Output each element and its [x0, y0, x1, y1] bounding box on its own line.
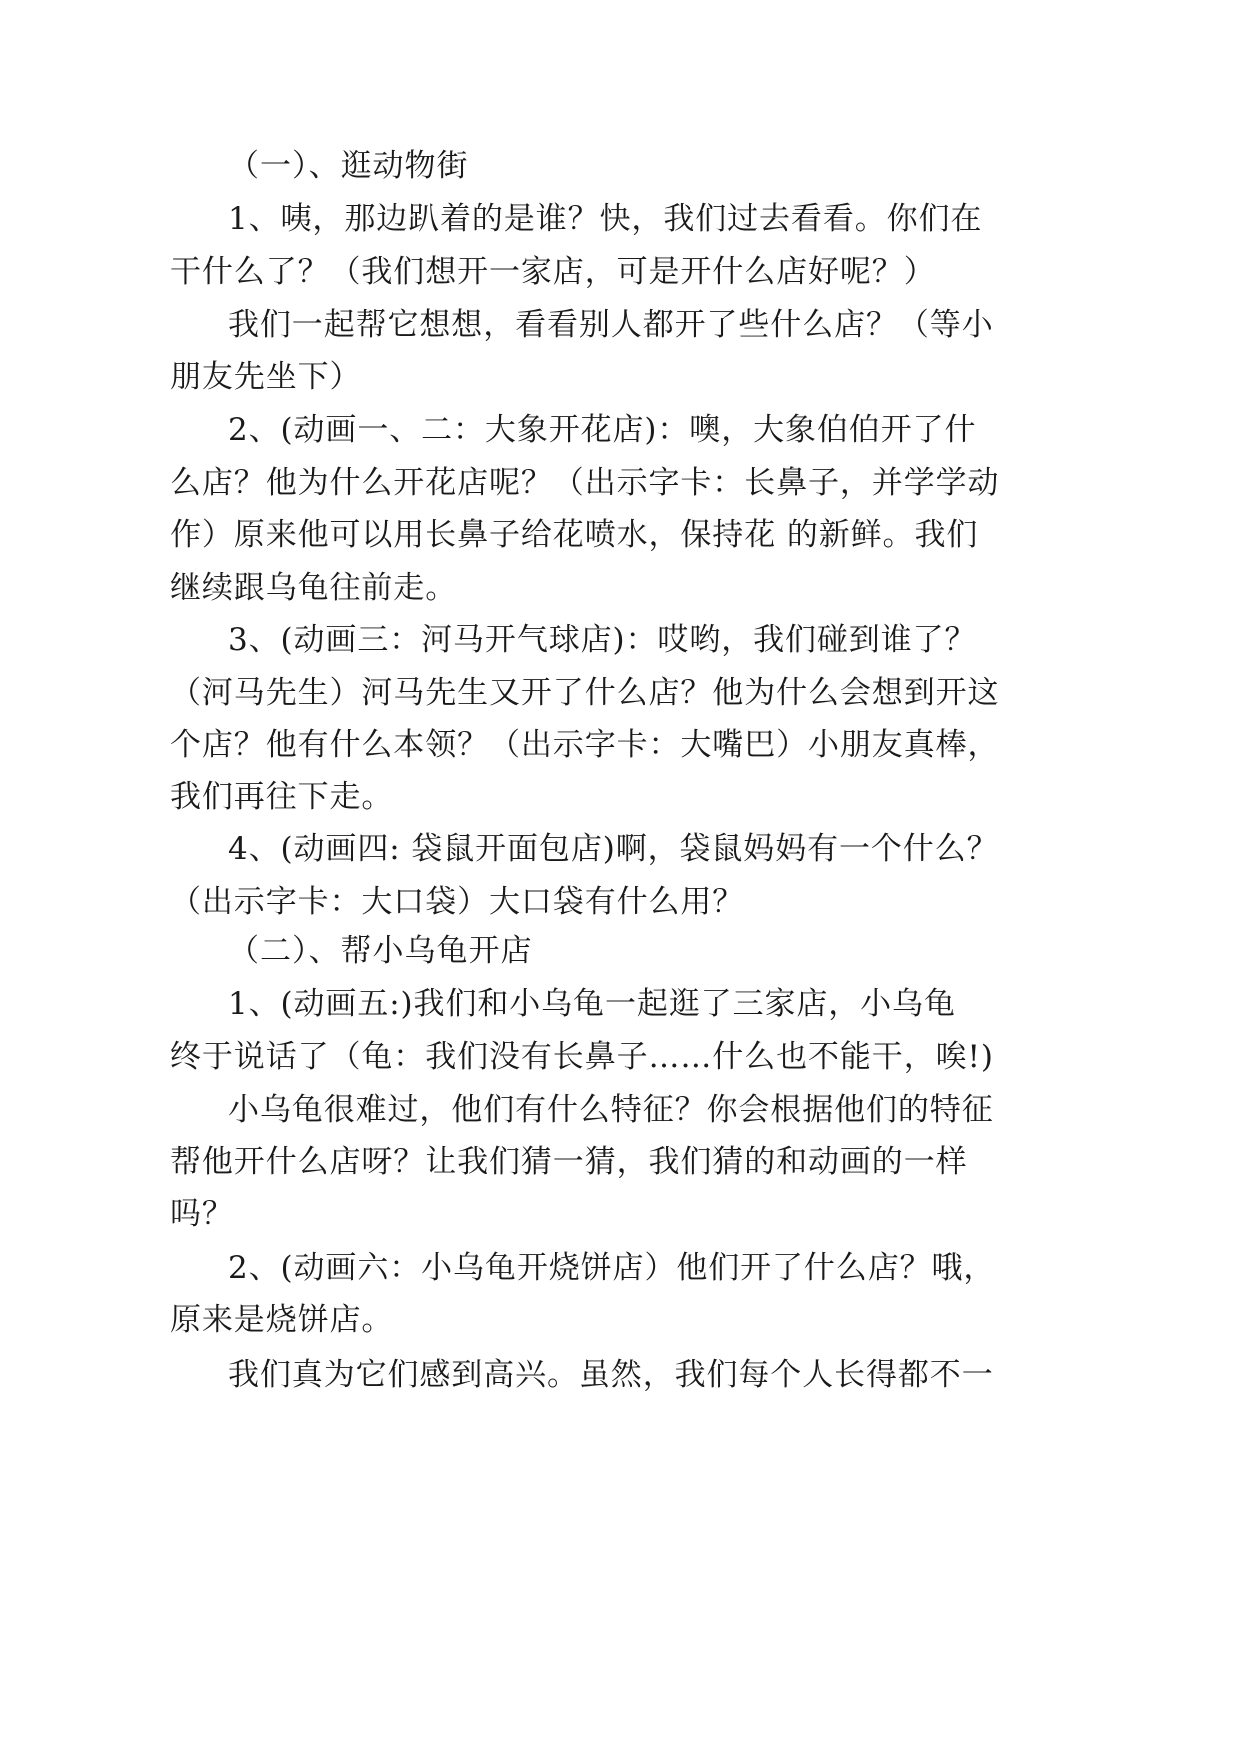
text-line: 干什么了？（我们想开一家店，可是开什么店好呢？）	[170, 254, 936, 290]
text-line: 1、咦，那边趴着的是谁？快，我们过去看看。你们在	[228, 201, 983, 237]
text-line: 么店？他为什么开花店呢？（出示字卡：长鼻子，并学学动	[170, 465, 1000, 501]
section-heading-2: （二）、帮小乌龟开店	[228, 933, 533, 969]
text-line: 吗？	[170, 1196, 234, 1232]
text-line: 作）原来他可以用长鼻子给花喷水，保持花 的新鲜。我们	[170, 517, 979, 553]
text-line: 继续跟乌龟往前走。	[170, 570, 458, 606]
text-line: 我们真为它们感到高兴。虽然，我们每个人长得都不一	[228, 1357, 994, 1393]
text-line: 朋友先坐下）	[170, 359, 362, 395]
text-line: 小乌龟很难过，他们有什么特征？你会根据他们的特征	[228, 1092, 994, 1128]
text-line: 帮他开什么店呀？让我们猜一猜，我们猜的和动画的一样	[170, 1144, 968, 1180]
text-line: 2、(动画六：小乌龟开烧饼店）他们开了什么店？哦，	[228, 1250, 996, 1286]
section-heading-1: （一）、逛动物街	[228, 148, 469, 184]
text-line: 我们一起帮它想想，看看别人都开了些什么店？（等小	[228, 307, 994, 343]
text-line: 2、(动画一、二：大象开花店)：噢，大象伯伯开了什	[228, 412, 977, 448]
text-line: （河马先生）河马先生又开了什么店？他为什么会想到开这	[170, 675, 1000, 711]
text-line: 个店？他有什么本领？（出示字卡：大嘴巴）小朋友真棒，	[170, 727, 1000, 763]
text-line: 1、(动画五:)我们和小乌龟一起逛了三家店，小乌龟	[228, 986, 956, 1022]
text-line: 3、(动画三：河马开气球店)：哎哟，我们碰到谁了？	[228, 622, 977, 658]
text-line: 4、(动画四: 袋鼠开面包店)啊，袋鼠妈妈有一个什么？	[228, 831, 999, 867]
text-line: （出示字卡：大口袋）大口袋有什么用？	[170, 884, 745, 920]
text-line: 终于说话了（龟：我们没有长鼻子……什么也不能干，唉!)	[170, 1039, 994, 1075]
text-line: 原来是烧饼店。	[170, 1302, 394, 1338]
text-line: 我们再往下走。	[170, 779, 394, 815]
